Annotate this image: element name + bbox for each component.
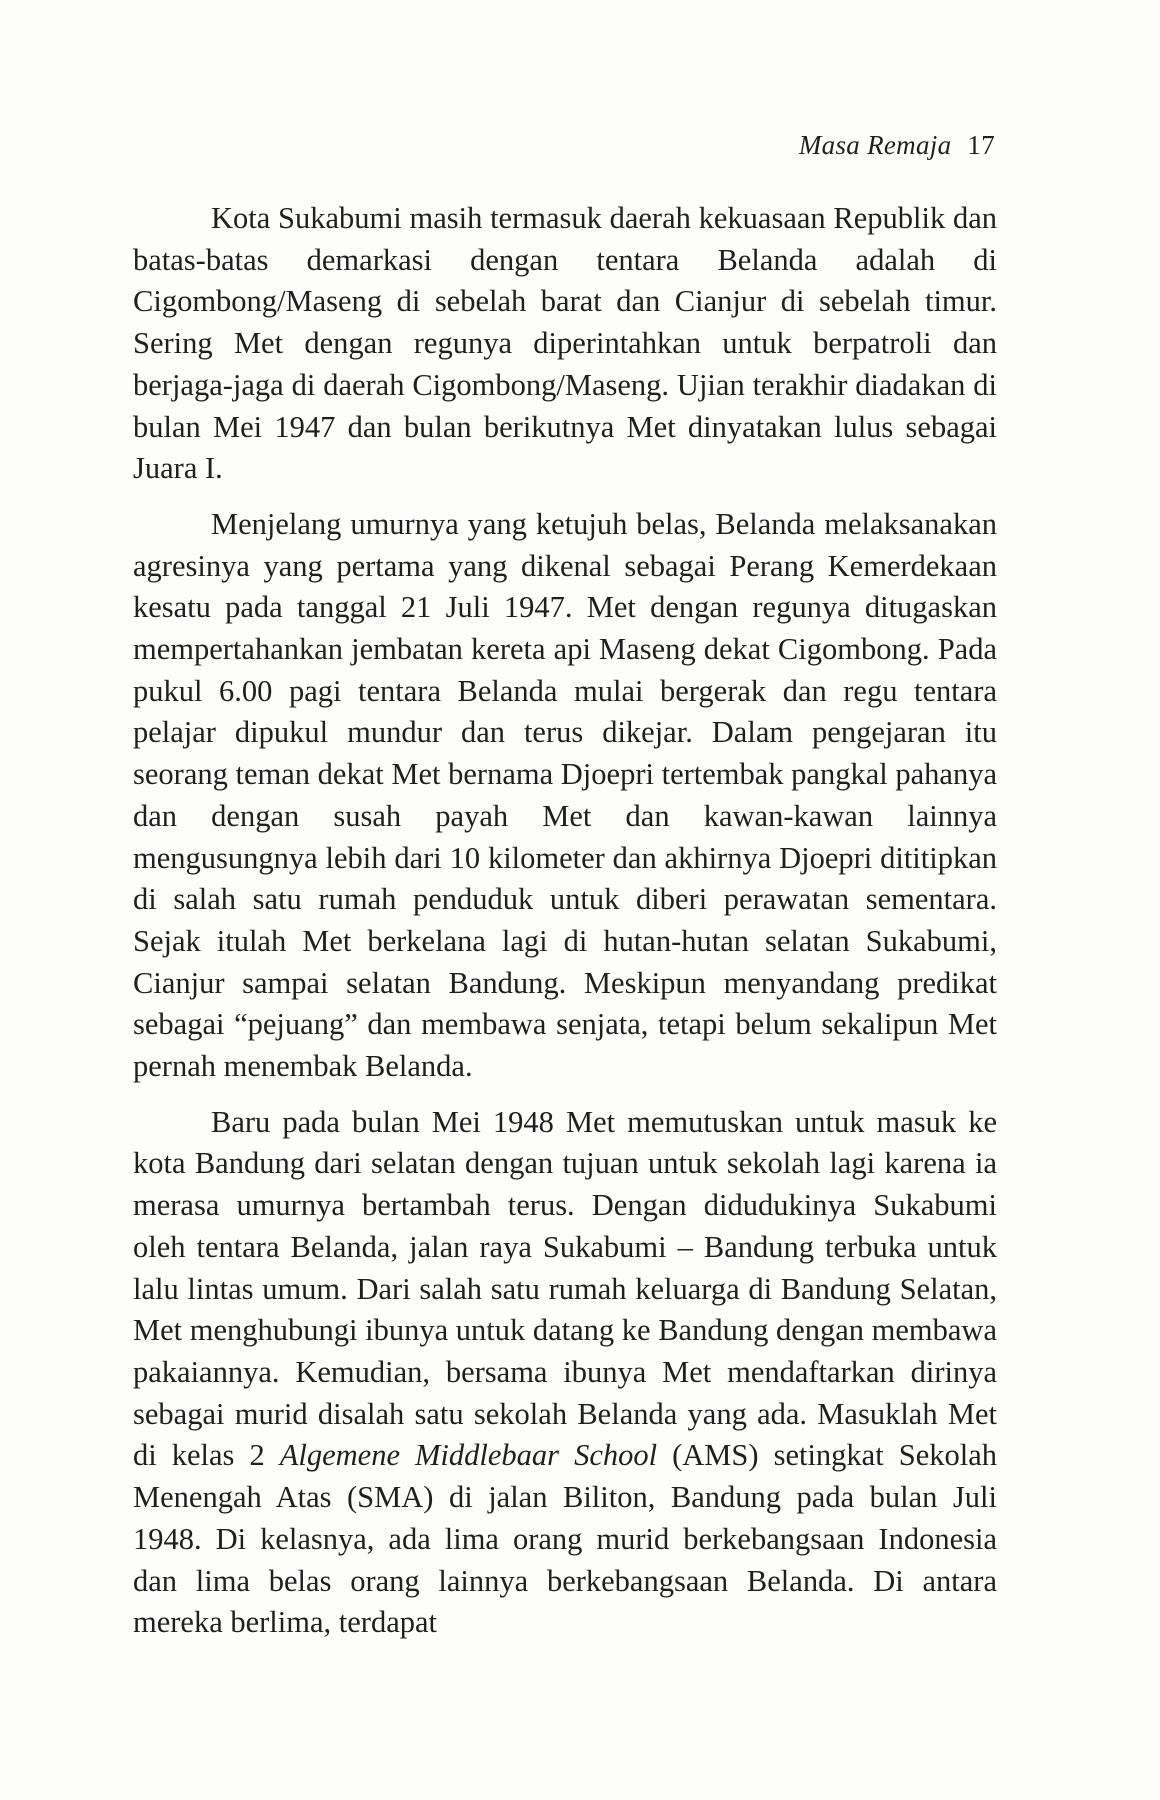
paragraph-3 <box>133 1102 997 1644</box>
paragraph-3-text-before: Baru pada bulan Mei 1948 Met memutuskan untuk masuk ke kota Bandung dari selatan dengan tujuan untuk sekolah lagi karena ia merasa umurnya bertambah terus. Dengan didudukinya Sukabumi oleh tentara Belanda, jalan raya Sukabumi – Bandung terbuka untuk lalu lintas umum. Dari salah satu rumah keluarga di Bandung Selatan, Met menghubungi ibunya untuk datang ke Bandung dengan membawa pakaiannya. Kemudian, bersama ibunya Met mendaftarkan dirinya sebagai murid disalah satu sekolah Belanda yang ada. Masuklah Met di kelas 2 <box>133 1104 997 1473</box>
chapter-title: Masa Remaja <box>798 130 952 160</box>
paragraph-1: Kota Sukabumi masih termasuk daerah kekuasaan Republik dan batas-batas demarkasi dengan tentara Belanda adalah di Cigombong/Maseng di sebelah barat dan Cianjur di sebelah timur. Sering Met dengan regunya diperintahkan untuk berpatroli dan berjaga-jaga di daerah Cigombong/Maseng. Ujian terakhir diadakan di bulan Mei 1947 dan bulan berikutnya Met dinyatakan lulus sebagai Juara I. <box>133 201 997 486</box>
page-number: 17 <box>967 130 995 160</box>
paragraph-3-text-after: (AMS) setingkat Sekolah Menengah Atas (SMA) di jalan Biliton, Bandung pada bulan Juli 1948. Di kelasnya, ada lima orang murid berkebangsaan Indonesia dan lima belas orang lainnya berkebangsaan Belanda. Di antara mereka berlima, terdapat <box>133 1438 997 1640</box>
body-text <box>133 198 997 1644</box>
school-name-italic: Algemene Middlebaar School <box>279 1438 658 1473</box>
running-head <box>799 130 995 161</box>
paragraph-2: Menjelang umurnya yang ketujuh belas, Belanda melaksanakan agresinya yang pertama yang dikenal sebagai Perang Kemerdekaan kesatu pada tanggal 21 Juli 1947. Met dengan regunya ditugaskan mempertahankan jembatan kereta api Maseng dekat Cigombong. Pada pukul 6.00 pagi tentara Belanda mulai bergerak dan regu tentara pelajar dipukul mundur dan terus dikejar. Dalam pengejaran itu seorang teman dekat Met bernama Djoepri tertembak pangkal pahanya dan dengan susah payah Met dan kawan-kawan lainnya mengusungnya lebih dari 10 kilometer dan akhirnya Djoepri dititipkan di salah satu rumah penduduk untuk diberi perawatan sementara. Sejak itulah Met berkelana lagi di hutan-hutan selatan Sukabumi, Cianjur sampai selatan Bandung. Meskipun menyandang predikat sebagai “pejuang” dan membawa senjata, tetapi belum sekalipun Met pernah menembak Belanda. <box>133 506 997 1084</box>
